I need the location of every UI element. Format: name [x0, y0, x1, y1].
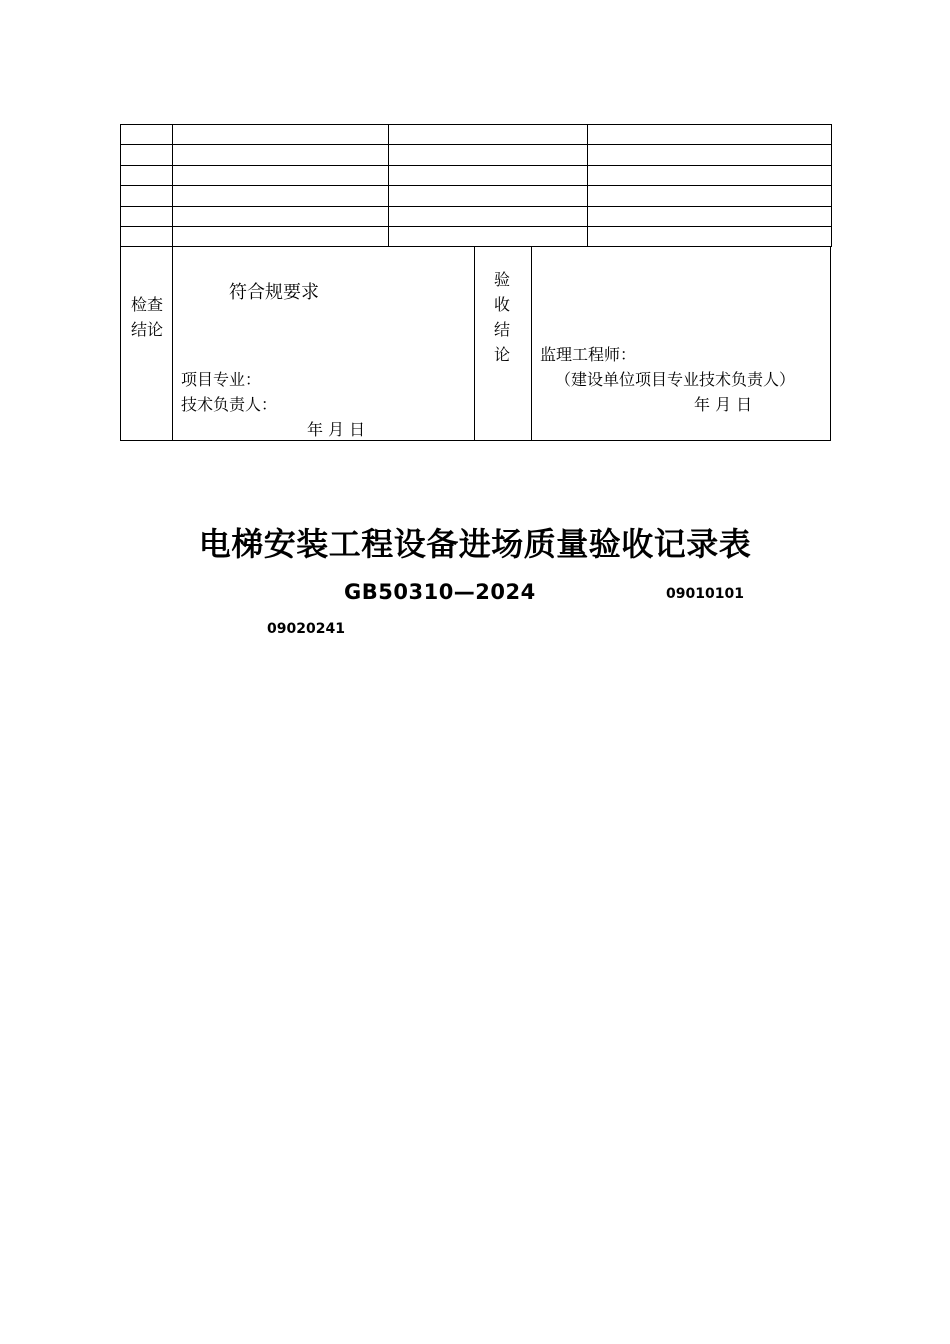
divider — [172, 246, 173, 440]
table-cell — [389, 165, 588, 185]
inspection-result-text: 符合规要求 — [229, 282, 319, 303]
form-code-secondary: 09020241 — [267, 621, 345, 637]
table-cell — [588, 145, 832, 165]
table-row — [121, 125, 832, 145]
table-cell — [389, 125, 588, 145]
form-code-primary: 09010101 — [666, 586, 744, 602]
table-cell — [389, 206, 588, 226]
blank-record-table-body — [121, 125, 832, 247]
table-cell — [173, 165, 389, 185]
table-cell — [588, 125, 832, 145]
table-cell — [588, 165, 832, 185]
document-title: 电梯安装工程设备进场质量验收记录表 — [198, 525, 752, 563]
table-cell — [121, 206, 173, 226]
inspection-date: 年 月 日 — [307, 420, 366, 439]
table-cell — [121, 125, 173, 145]
table-cell — [121, 226, 173, 246]
blank-record-table — [120, 124, 832, 247]
table-cell — [588, 186, 832, 206]
table-cell — [173, 206, 389, 226]
divider — [474, 246, 475, 440]
conclusion-section — [120, 246, 831, 441]
inspection-signer-line2: 技术负责人： — [181, 395, 278, 414]
table-cell — [173, 226, 389, 246]
table-cell — [389, 186, 588, 206]
acceptance-date: 年 月 日 — [694, 395, 753, 414]
owner-technical-lead-note: （建设单位项目专业技术负责人） — [555, 370, 796, 389]
table-row — [121, 206, 832, 226]
table-cell — [389, 226, 588, 246]
table-cell — [588, 226, 832, 246]
acceptance-conclusion-label: 验收结论 — [493, 270, 510, 364]
table-row — [121, 165, 832, 185]
inspection-signer-line1: 项目专业： — [181, 370, 262, 389]
table-row — [121, 186, 832, 206]
table-row — [121, 226, 832, 246]
table-cell — [173, 186, 389, 206]
divider — [531, 246, 532, 440]
inspection-conclusion-label: 检查结论 — [130, 295, 163, 339]
supervising-engineer-label: 监理工程师： — [540, 345, 637, 364]
table-cell — [173, 125, 389, 145]
table-cell — [121, 145, 173, 165]
table-cell — [173, 145, 389, 165]
standard-number: GB50310—2024 — [344, 580, 536, 604]
table-cell — [121, 186, 173, 206]
table-cell — [588, 206, 832, 226]
table-cell — [121, 165, 173, 185]
table-cell — [389, 145, 588, 165]
table-row — [121, 145, 832, 165]
